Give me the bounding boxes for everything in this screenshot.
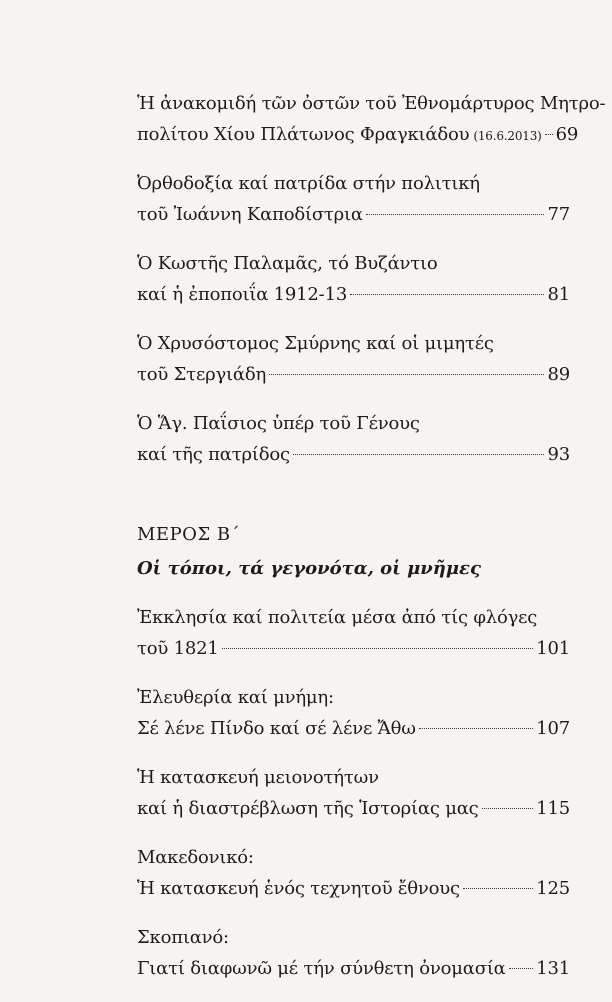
page-number: 107 bbox=[536, 718, 570, 739]
page-number: 115 bbox=[536, 798, 570, 819]
part-subtitle: Οἱ τόποι, τά γεγονότα, οἱ μνῆμες bbox=[137, 558, 481, 579]
toc-entry-line: Μακεδονικό: bbox=[137, 847, 254, 868]
part-title: ΜΕΡΟΣ Β΄ bbox=[137, 524, 241, 545]
toc-entry[interactable] bbox=[137, 842, 570, 904]
toc-entry[interactable] bbox=[137, 168, 570, 230]
toc-entry-line: Σκοπιανό: bbox=[137, 927, 229, 948]
toc-entry-line: τοῦ Ἰωάννη Καποδίστρια bbox=[137, 204, 363, 225]
page-number: 101 bbox=[536, 638, 570, 659]
toc-entry-line: καί τῆς πατρίδος bbox=[137, 444, 290, 465]
toc-entry-line: πολίτου Χίου Πλάτωνος Φραγκιάδου bbox=[137, 124, 470, 145]
dot-leader bbox=[509, 968, 534, 969]
toc-entry-line: Γιατί διαφωνῶ μέ τήν σύνθετη ὀνομασία bbox=[137, 958, 506, 979]
page-number: 125 bbox=[536, 878, 570, 899]
toc-entry[interactable] bbox=[137, 88, 606, 150]
toc-entry[interactable] bbox=[137, 922, 570, 984]
toc-entry-date: (16.6.2013) bbox=[473, 129, 542, 143]
toc-entry-line: Ὁ Κωστῆς Παλαμᾶς, τό Βυζάντιο bbox=[137, 253, 438, 274]
toc-entry-line: καί ἡ ἐποποιΐα 1912-13 bbox=[137, 284, 348, 305]
toc-entry[interactable] bbox=[137, 408, 570, 470]
toc-entry[interactable] bbox=[137, 682, 570, 744]
toc-entry-line: Ἐλευθερία καί μνήμη: bbox=[137, 687, 334, 708]
toc-entry[interactable] bbox=[137, 248, 570, 310]
toc-entry-line: Ὀρθοδοξία καί πατρίδα στήν πολιτική bbox=[137, 173, 480, 194]
dot-leader bbox=[366, 214, 545, 215]
toc-entry[interactable] bbox=[137, 328, 570, 390]
toc-entry-line: Ἡ ἀνακομιδή τῶν ὀστῶν τοῦ Ἐθνομάρτυρος Μητρο- bbox=[137, 93, 606, 114]
toc-entry-line: Ὁ Χρυσόστομος Σμύρνης καί οἱ μιμητές bbox=[137, 333, 494, 354]
toc-entry-line: τοῦ 1821 bbox=[137, 638, 219, 659]
dot-leader bbox=[350, 294, 544, 295]
page-number: 89 bbox=[547, 364, 570, 385]
toc-entry-line: Ἐκκλησία καί πολιτεία μέσα ἀπό τίς φλόγες bbox=[137, 607, 538, 628]
table-of-contents bbox=[137, 88, 606, 1002]
dot-leader bbox=[269, 374, 544, 375]
toc-entry[interactable] bbox=[137, 602, 570, 664]
dot-leader bbox=[419, 728, 533, 729]
page-number: 131 bbox=[536, 958, 570, 979]
page-number: 69 bbox=[555, 124, 579, 145]
page-number: 81 bbox=[547, 284, 570, 305]
dot-leader bbox=[222, 648, 534, 649]
toc-entry-line: Ἡ κατασκευή ἑνός τεχνητοῦ ἔθνους bbox=[137, 878, 460, 899]
toc-entry-line: Ἡ κατασκευή μειονοτήτων bbox=[137, 767, 379, 788]
dot-leader bbox=[545, 134, 553, 135]
dot-leader bbox=[482, 808, 534, 809]
page-number: 93 bbox=[547, 444, 570, 465]
toc-entry-line: καί ἡ διαστρέβλωση τῆς Ἱστορίας μας bbox=[137, 798, 479, 819]
toc-entry-line: Ὁ Ἅγ. Παΐσιος ὑπέρ τοῦ Γένους bbox=[137, 413, 420, 434]
toc-entry[interactable] bbox=[137, 762, 570, 824]
dot-leader bbox=[463, 888, 533, 889]
toc-entry-line: τοῦ Στεργιάδη bbox=[137, 364, 267, 385]
page-number: 77 bbox=[547, 204, 570, 225]
toc-entry-line: Σέ λένε Πίνδο καί σέ λένε Ἄθω bbox=[137, 718, 416, 739]
dot-leader bbox=[293, 454, 545, 455]
